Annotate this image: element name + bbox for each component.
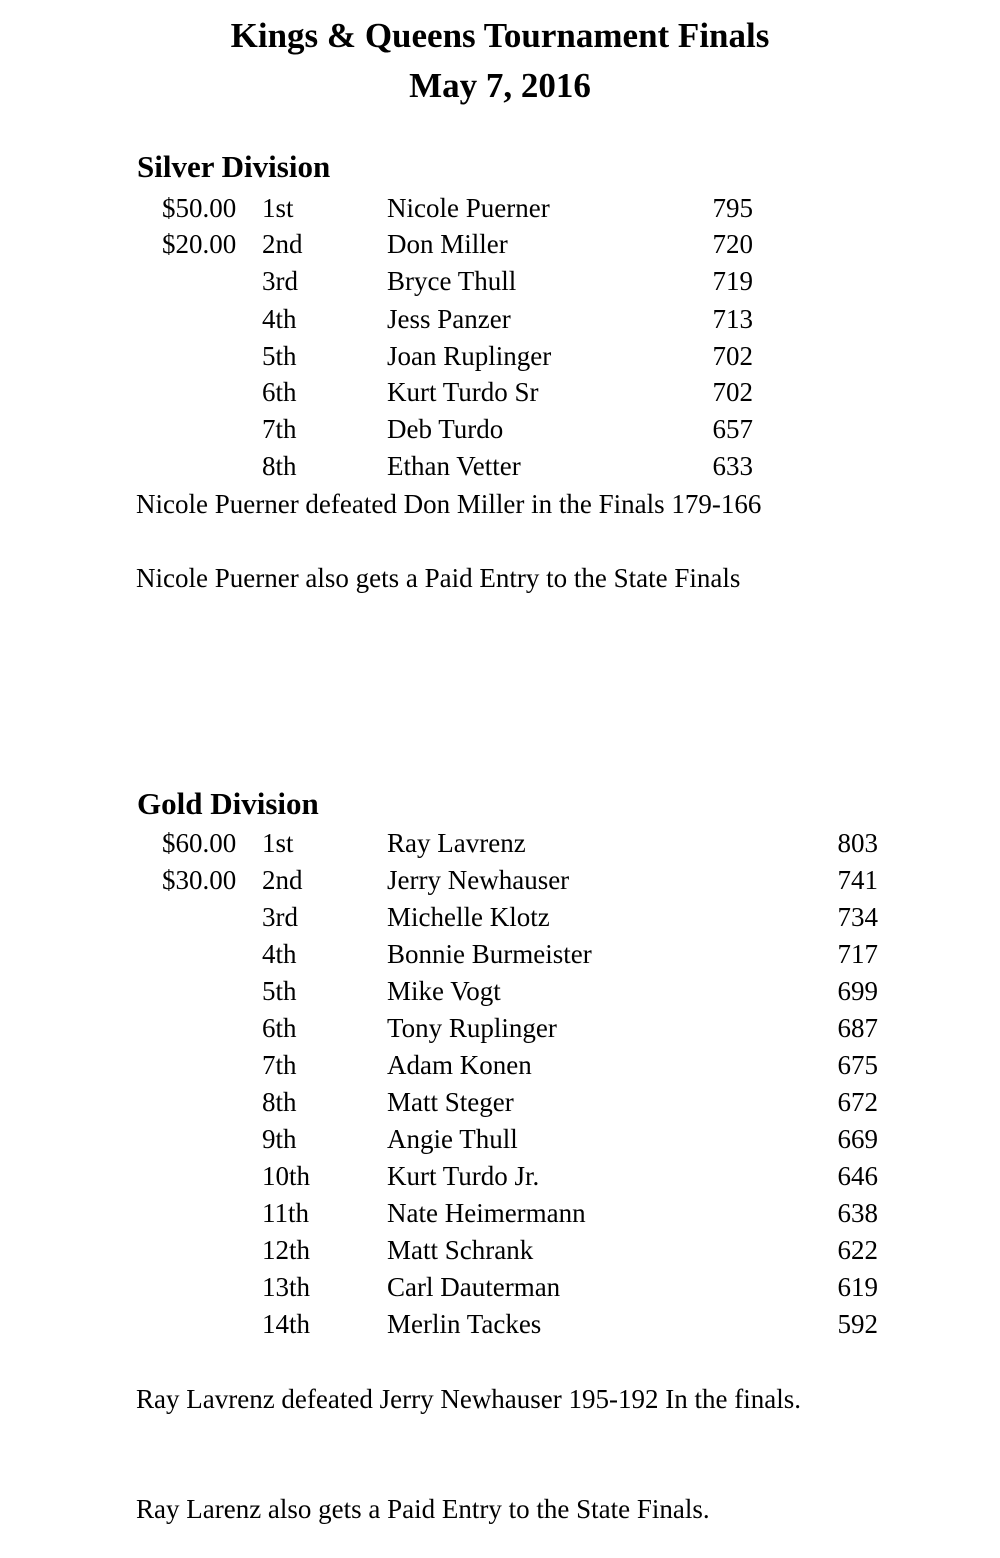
table-row <box>0 1269 1000 1306</box>
table-row <box>0 1232 1000 1269</box>
score-cell: 646 <box>837 1161 878 1191</box>
place-cell: 2nd <box>262 229 303 259</box>
silver-entry-note: Nicole Puerner also gets a Paid Entry to the State Finals <box>136 563 741 593</box>
score-cell: 741 <box>837 865 878 895</box>
bowler-name-cell: Bryce Thull <box>387 266 517 296</box>
bowler-name-cell: Carl Dauterman <box>387 1272 561 1302</box>
bowler-name-cell: Angie Thull <box>387 1124 518 1154</box>
place-cell: 7th <box>262 414 297 444</box>
score-cell: 675 <box>837 1050 878 1080</box>
table-row <box>0 936 1000 973</box>
place-cell: 12th <box>262 1235 311 1265</box>
score-cell: 619 <box>837 1272 878 1302</box>
bowler-name-cell: Don Miller <box>387 229 508 259</box>
bowler-name-cell: Michelle Klotz <box>387 902 550 932</box>
table-row <box>0 226 1000 263</box>
place-cell: 5th <box>262 976 297 1006</box>
place-cell: 2nd <box>262 865 303 895</box>
table-row <box>0 263 1000 300</box>
place-cell: 6th <box>262 377 297 407</box>
place-cell: 8th <box>262 451 297 481</box>
table-row <box>0 1121 1000 1158</box>
place-cell: 1st <box>262 828 294 858</box>
score-cell: 687 <box>837 1013 878 1043</box>
table-row <box>0 1084 1000 1121</box>
score-cell: 713 <box>712 304 753 334</box>
bowler-name-cell: Tony Ruplinger <box>387 1013 557 1043</box>
page-date: May 7, 2016 <box>409 66 591 105</box>
place-cell: 6th <box>262 1013 297 1043</box>
bowler-name-cell: Bonnie Burmeister <box>387 939 592 969</box>
place-cell: 8th <box>262 1087 297 1117</box>
table-row <box>0 973 1000 1010</box>
place-cell: 3rd <box>262 902 298 932</box>
bowler-name-cell: Joan Ruplinger <box>387 341 552 371</box>
score-cell: 638 <box>837 1198 878 1228</box>
bowler-name-cell: Kurt Turdo Jr. <box>387 1161 540 1191</box>
place-cell: 9th <box>262 1124 297 1154</box>
bowler-name-cell: Deb Turdo <box>387 414 504 444</box>
prize-cell: $60.00 <box>162 828 237 858</box>
table-row <box>0 899 1000 936</box>
score-cell: 702 <box>712 341 753 371</box>
score-cell: 719 <box>712 266 753 296</box>
score-cell: 657 <box>712 414 753 444</box>
score-cell: 717 <box>837 939 878 969</box>
bowler-name-cell: Merlin Tackes <box>387 1309 542 1339</box>
silver-division-heading: Silver Division <box>137 149 331 184</box>
bowler-name-cell: Jess Panzer <box>387 304 511 334</box>
silver-result-note: Nicole Puerner defeated Don Miller in the Finals 179-166 <box>136 489 762 519</box>
place-cell: 13th <box>262 1272 311 1302</box>
bowler-name-cell: Mike Vogt <box>387 976 501 1006</box>
bowler-name-cell: Adam Konen <box>387 1050 532 1080</box>
score-cell: 672 <box>837 1087 878 1117</box>
place-cell: 3rd <box>262 266 298 296</box>
bowler-name-cell: Ethan Vetter <box>387 451 521 481</box>
place-cell: 7th <box>262 1050 297 1080</box>
table-row <box>0 301 1000 338</box>
bowler-name-cell: Nate Heimermann <box>387 1198 586 1228</box>
score-cell: 669 <box>837 1124 878 1154</box>
table-row <box>0 338 1000 375</box>
score-cell: 702 <box>712 377 753 407</box>
prize-cell: $50.00 <box>162 193 237 223</box>
page-title: Kings & Queens Tournament Finals <box>230 16 770 55</box>
table-row <box>0 448 1000 485</box>
gold-entry-note: Ray Larenz also gets a Paid Entry to the State Finals. <box>136 1494 710 1524</box>
bowler-name-cell: Matt Schrank <box>387 1235 534 1265</box>
bowler-name-cell: Ray Lavrenz <box>387 828 526 858</box>
bowler-name-cell: Nicole Puerner <box>387 193 550 223</box>
table-row <box>0 411 1000 448</box>
table-row <box>0 374 1000 411</box>
score-cell: 795 <box>712 193 753 223</box>
table-row <box>0 190 1000 227</box>
score-cell: 803 <box>837 828 878 858</box>
prize-cell: $30.00 <box>162 865 237 895</box>
table-row <box>0 862 1000 899</box>
bowler-name-cell: Matt Steger <box>387 1087 514 1117</box>
place-cell: 5th <box>262 341 297 371</box>
gold-division-heading: Gold Division <box>137 786 319 821</box>
score-cell: 633 <box>712 451 753 481</box>
place-cell: 10th <box>262 1161 311 1191</box>
score-cell: 699 <box>837 976 878 1006</box>
place-cell: 4th <box>262 939 297 969</box>
place-cell: 4th <box>262 304 297 334</box>
table-row <box>0 1010 1000 1047</box>
score-cell: 622 <box>837 1235 878 1265</box>
table-row <box>0 1047 1000 1084</box>
bowler-name-cell: Kurt Turdo Sr <box>387 377 539 407</box>
score-cell: 720 <box>712 229 753 259</box>
table-row <box>0 1306 1000 1343</box>
place-cell: 1st <box>262 193 294 223</box>
bowler-name-cell: Jerry Newhauser <box>387 865 570 895</box>
prize-cell: $20.00 <box>162 229 237 259</box>
gold-result-note: Ray Lavrenz defeated Jerry Newhauser 195-192 In the finals. <box>136 1384 801 1414</box>
score-cell: 734 <box>837 902 878 932</box>
place-cell: 14th <box>262 1309 311 1339</box>
table-row <box>0 1158 1000 1195</box>
table-row <box>0 825 1000 862</box>
score-cell: 592 <box>837 1309 878 1339</box>
table-row <box>0 1195 1000 1232</box>
place-cell: 11th <box>262 1198 309 1228</box>
